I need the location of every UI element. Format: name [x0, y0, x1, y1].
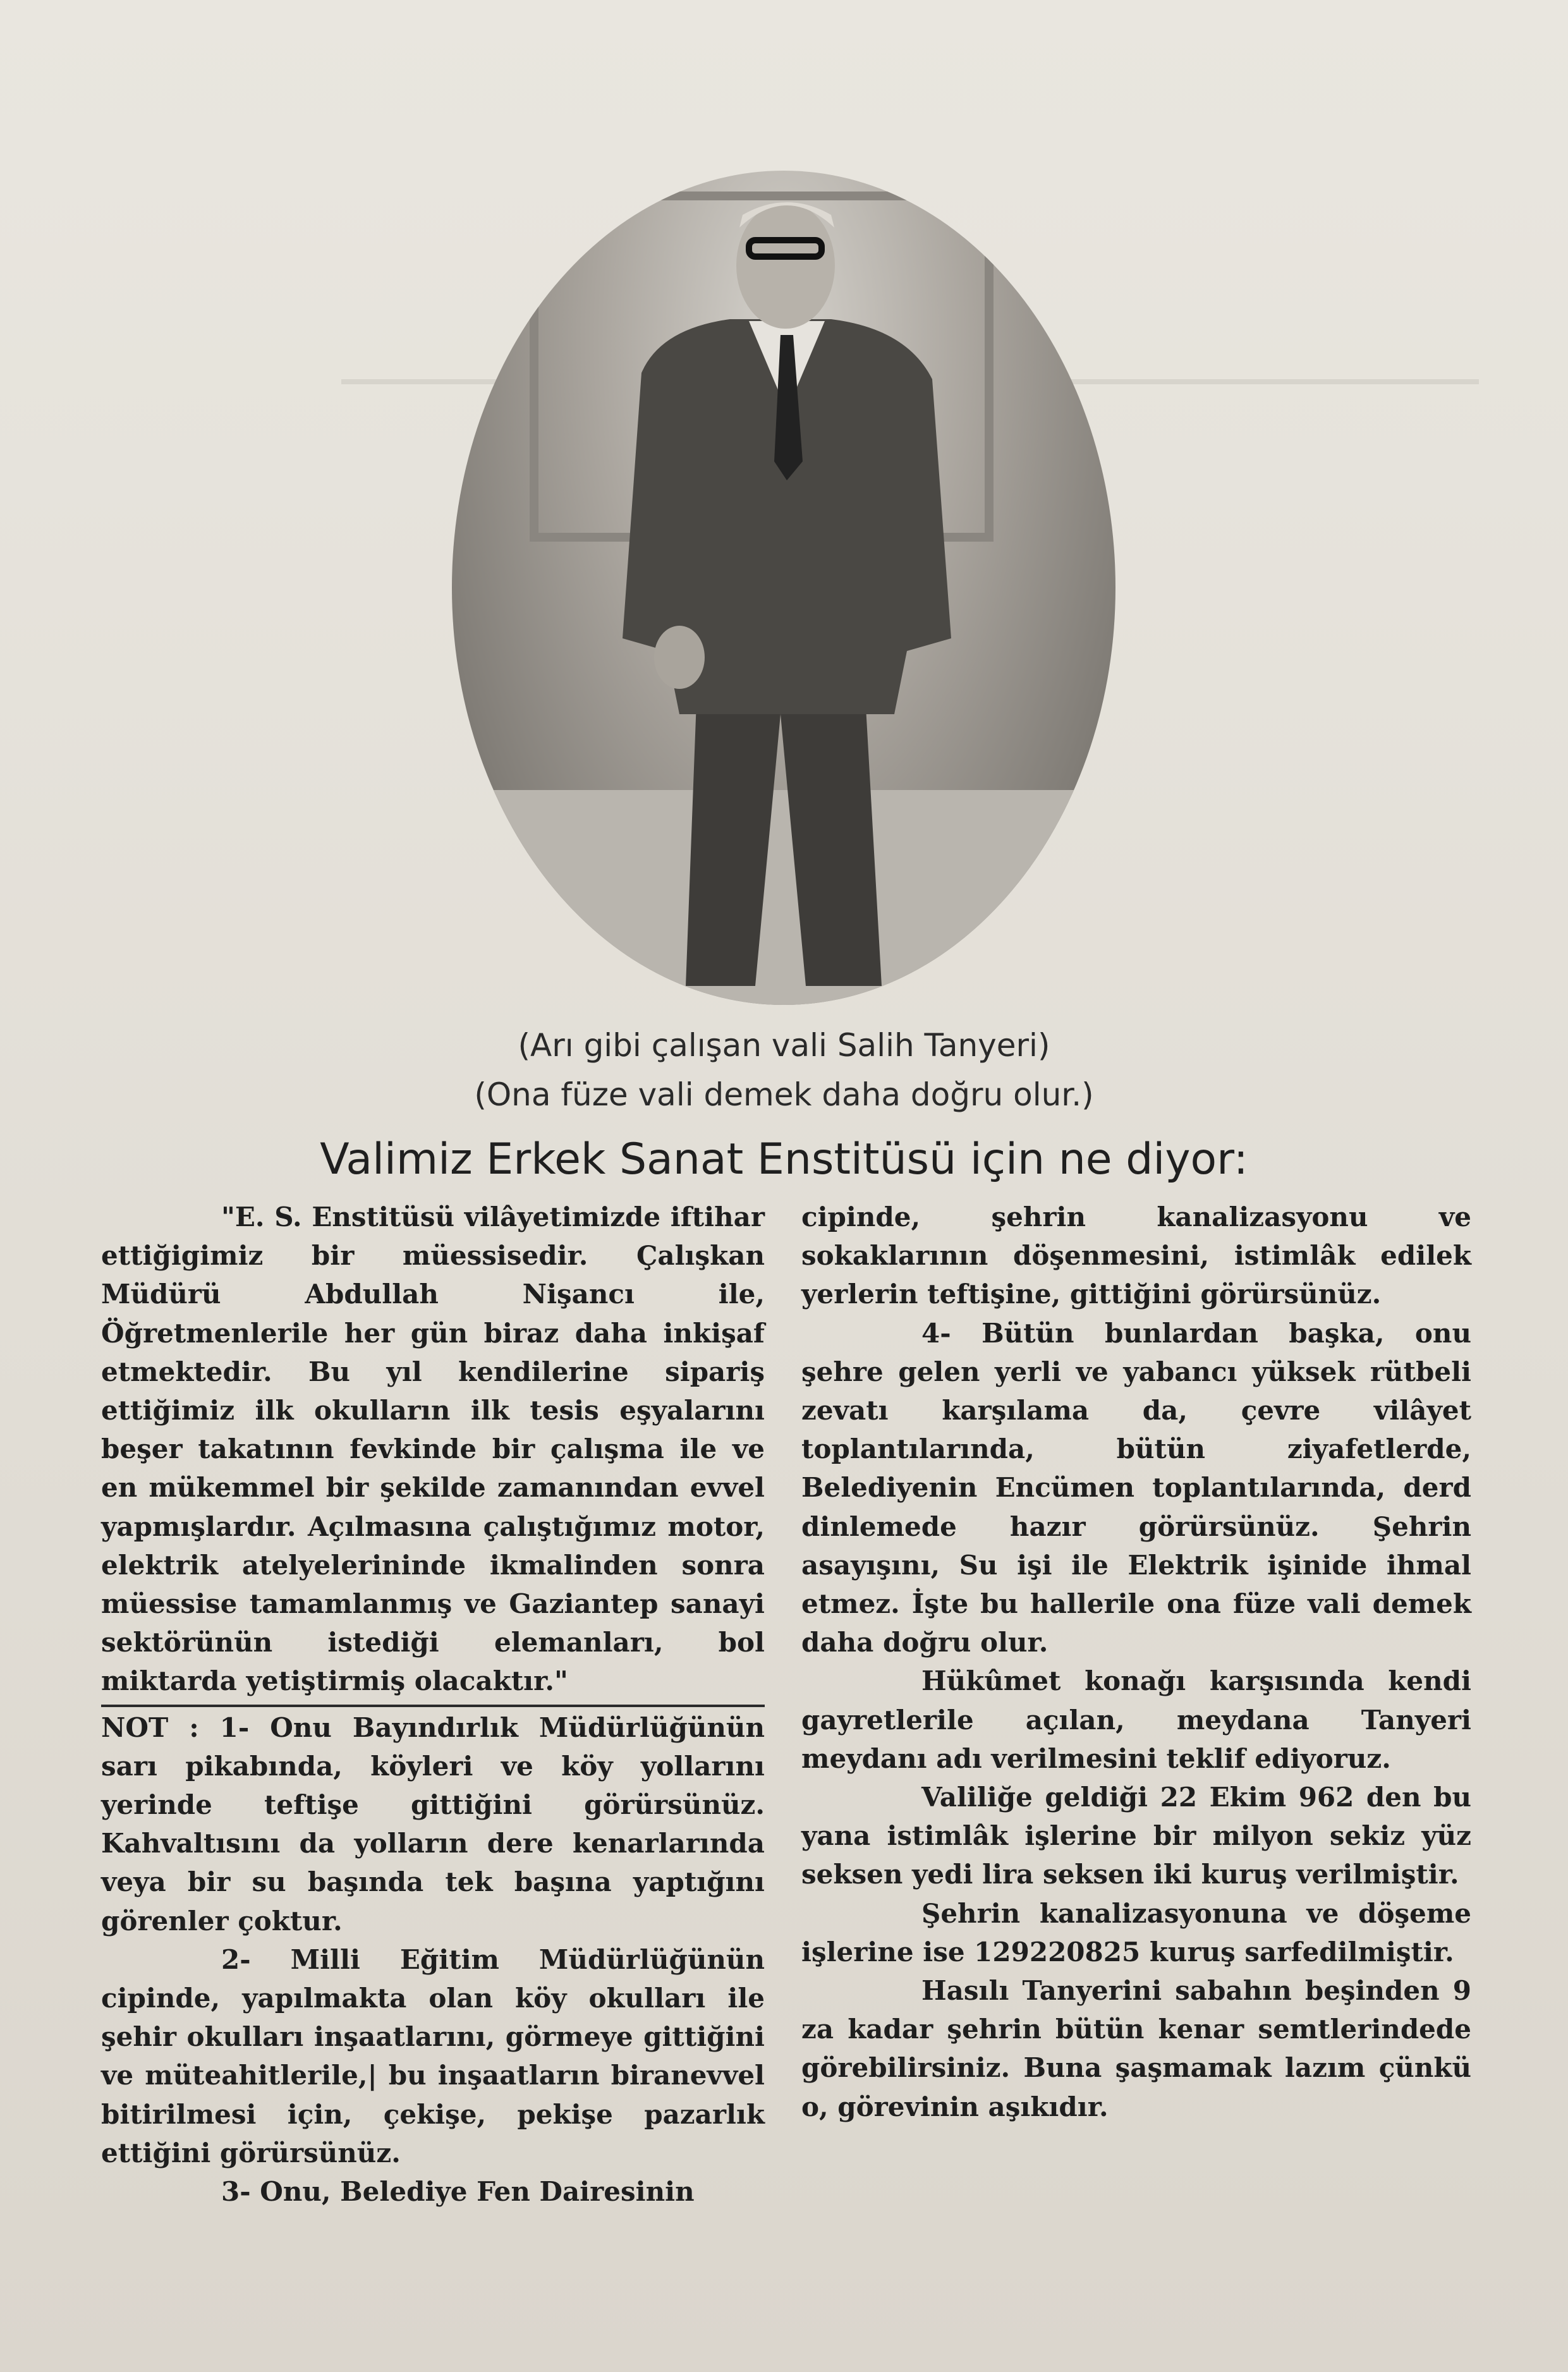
- right-paragraph-5: Şehrin kanalizasyonuna ve döşeme işlerine ise 129220825 kuruş sarfedilmiştir.: [801, 1897, 1471, 1968]
- right-paragraph-3: Hükûmet konağı karşısında kendi gayretlerile açılan, meydana Tanyeri meydanı adı verilmesini teklif ediyoruz.: [801, 1665, 1471, 1774]
- left-column: [101, 1198, 765, 2211]
- photo-caption-line1: (Arı gibi çalışan vali Salih Tanyeri): [518, 1027, 1050, 1064]
- right-paragraph-4: Valiliğe geldiği 22 Ekim 962 den bu yana istimlâk işlerine bir milyon sekiz yüz seksen yedi lira seksen iki kuruş verilmiştir.: [801, 1782, 1471, 1890]
- right-paragraph-6: Hasılı Tanyerini sabahın beşinden 9 za kadar şehrin bütün kenar semtlerindede görebilirsiniz. Buna şaşmamak lazım çünkü o, görevinin aşıkıdır.: [801, 1975, 1471, 2122]
- right-paragraph-2: 4- Bütün bunlardan başka, onu şehre gelen yerli ve yabancı yüksek rütbeli zevatı karşılama da, çevre vilâyet toplantılarında, bütün ziyafetlerde, Belediyenin Encümen toplantılarında, derd dinlemede hazır görürsünüz. Şehrin asayışını, Su işi ile Elektrik işinide ihmal etmez. İşte bu hallerile ona füze vali demek daha doğru olur.: [801, 1317, 1471, 1658]
- note-divider: [101, 1705, 765, 1707]
- portrait-figure: [452, 171, 1115, 1005]
- note-item-1: NOT : 1- Onu Bayındırlık Müdürlüğünün sarı pikabında, köyleri ve köy yollarını yerinde teftişe gittiğini görürsünüz. Kahvaltısını da yolların dere kenarlarında veya bir su başında tek başına yaptığını görenler çoktur.: [101, 1712, 765, 1937]
- governor-quote: "E. S. Enstitüsü vilâyetimizde iftihar ettiğigimiz bir müessisedir. Çalışkan Müdürü Abdullah Nişancı ile, Öğretmenlerile her gün biraz daha inkişaf etmektedir. Bu yıl kendilerine sipariş ettiğimiz ilk okulların ilk tesis eşyalarını beşer takatının fevkinde bir çalışma ile ve en mükemmel bir şekilde zamanından evvel yapmışlardır. Açılmasına çalıştığımız motor, elektrik atelyelerininde ikmalinden sonra müessise tamamlanmış ve Gaziantep sanayi sektörünün istediği elemanları, bol miktarda yetiştirmiş olacaktır.": [101, 1201, 765, 1697]
- note-item-2: 2- Milli Eğitim Müdürlüğünün cipinde, yapılmakta olan köy okulları ile şehir okulları inşaatlarını, görmeye gittiğini ve müteahitlerile,| bu inşaatların biranevvel bitirilmesi için, çekişe, pekişe pazarlık ettiğini görürsünüz.: [101, 1943, 765, 2168]
- right-paragraph-1: cipinde, şehrin kanalizasyonu ve sokaklarının döşenmesini, istimlâk edilek yerlerin teftişine, gittiğini görürsünüz.: [801, 1201, 1471, 1310]
- portrait-photo: [452, 171, 1115, 1005]
- article-headline: Valimiz Erkek Sanat Enstitüsü için ne diyor:: [320, 1134, 1248, 1184]
- note-item-3: 3- Onu, Belediye Fen Dairesinin: [221, 2176, 695, 2208]
- right-column: [801, 1198, 1471, 2126]
- photo-caption-line2: (Ona füze vali demek daha doğru olur.): [474, 1076, 1094, 1113]
